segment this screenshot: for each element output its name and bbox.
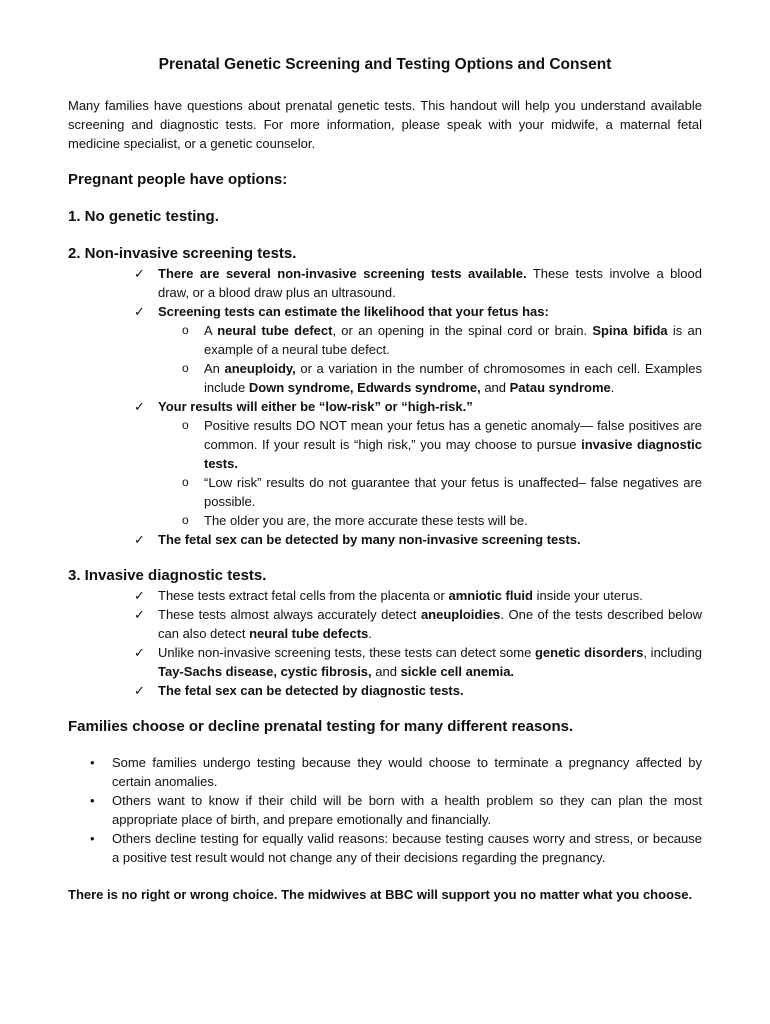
- sub-list-item: [182, 321, 702, 359]
- families-heading: Families choose or decline prenatal testing for many different reasons.: [68, 718, 574, 735]
- item-text: and: [480, 380, 510, 395]
- item-text-bold: Tay-Sachs disease, cystic fibrosis,: [158, 664, 372, 679]
- circle-bullet-icon: o: [182, 418, 189, 432]
- bullet-icon: •: [90, 793, 95, 808]
- checkmark-icon: ✓: [134, 399, 145, 414]
- item-text-bold: The fetal sex can be detected by diagnostic tests.: [158, 683, 464, 698]
- section-2-heading: 2. Non-invasive screening tests.: [68, 245, 297, 262]
- checkmark-icon: ✓: [134, 304, 145, 319]
- checkmark-icon: ✓: [134, 645, 145, 660]
- item-text: A: [204, 323, 218, 338]
- families-list: [90, 753, 702, 867]
- circle-bullet-icon: o: [182, 323, 189, 337]
- section-1-heading: 1. No genetic testing.: [68, 208, 219, 225]
- list-item: [134, 302, 702, 397]
- sub-list: [182, 416, 702, 530]
- checkmark-icon: ✓: [134, 266, 145, 281]
- list-item: [134, 681, 702, 700]
- item-text: Unlike non-invasive screening tests, these tests can detect some: [158, 645, 535, 660]
- list-item: [134, 605, 702, 643]
- checkmark-icon: ✓: [134, 683, 145, 698]
- item-text-bold: Patau syndrome: [509, 380, 611, 395]
- list-item: [134, 586, 702, 605]
- sub-list-item: [182, 473, 702, 511]
- sub-list-item: [182, 416, 702, 473]
- item-text: Others decline testing for equally valid reasons: because testing causes worry and stress, or because a positive test result would not change any of their decisions regarding the pregnancy.: [112, 831, 702, 865]
- sub-list-item: [182, 359, 702, 397]
- item-text: Some families undergo testing because they would choose to terminate a pregnancy affected by certain anomalies.: [112, 755, 702, 789]
- circle-bullet-icon: o: [182, 475, 189, 489]
- closing-statement: There is no right or wrong choice. The midwives at BBC will support you no matter what you choose.: [68, 887, 693, 902]
- page-title: Prenatal Genetic Screening and Testing Options and Consent: [158, 56, 612, 73]
- item-text: .: [610, 380, 615, 395]
- item-text-bold: Down syndrome, Edwards syndrome,: [248, 380, 481, 395]
- bullet-icon: •: [90, 831, 95, 846]
- item-text-bold: neural tube defect: [217, 323, 333, 338]
- list-item: [134, 397, 702, 530]
- item-text-bold: aneuploidies: [420, 607, 501, 622]
- section-3-list: [134, 586, 702, 700]
- sub-list: [182, 321, 702, 397]
- item-text-bold: The fetal sex can be detected by many non-invasive screening tests.: [158, 532, 581, 547]
- item-text: is an example of a neural tube defect.: [204, 323, 702, 357]
- item-text-bold: neural tube defects: [249, 626, 369, 641]
- circle-bullet-icon: o: [182, 361, 189, 375]
- checkmark-icon: ✓: [134, 588, 145, 603]
- item-text-bold: invasive diagnostic tests.: [204, 437, 703, 471]
- circle-bullet-icon: o: [182, 513, 189, 527]
- item-text-bold: genetic disorders: [534, 645, 644, 660]
- item-text-bold: amniotic fluid: [448, 588, 533, 603]
- intro-paragraph: Many families have questions about prenatal genetic tests. This handout will help you understand available screening and diagnostic tests. For more information, please speak with your midwife, a maternal fetal medicine specialist, or a genetic counselor.: [68, 98, 702, 151]
- sub-list-item: [182, 511, 702, 530]
- item-text-bold: aneuploidy,: [224, 361, 296, 376]
- section-3-heading: 3. Invasive diagnostic tests.: [68, 567, 267, 584]
- item-text: and: [371, 664, 401, 679]
- options-heading: Pregnant people have options:: [68, 171, 288, 188]
- item-text: or a variation in the number of chromosomes in each cell. Examples include: [204, 361, 702, 395]
- list-item: [90, 791, 702, 829]
- item-text-bold: Spina bifida: [592, 323, 668, 338]
- item-text: . One of the tests described below can also detect: [158, 607, 702, 641]
- item-text: , or an opening in the spinal cord or brain.: [332, 323, 593, 338]
- item-text: .: [368, 626, 372, 641]
- item-text: These tests almost always accurately detect: [158, 607, 421, 622]
- item-text: , including: [643, 645, 702, 660]
- item-text-bold: sickle cell anemia.: [400, 664, 515, 679]
- item-text: “Low risk” results do not guarantee that your fetus is unaffected– false negatives are possible.: [204, 475, 702, 509]
- item-text-bold: Your results will either be “low-risk” or “high-risk.”: [158, 399, 473, 414]
- item-text: An: [204, 361, 225, 376]
- list-item: [90, 829, 702, 867]
- section-2-list: [134, 264, 702, 549]
- item-text: The older you are, the more accurate these tests will be.: [204, 513, 528, 528]
- bullet-icon: •: [90, 755, 95, 770]
- checkmark-icon: ✓: [134, 532, 145, 547]
- item-text: Others want to know if their child will be born with a health problem so they can plan the most appropriate place of birth, and prepare emotionally and financially.: [112, 793, 702, 827]
- checkmark-icon: ✓: [134, 607, 145, 622]
- item-text: These tests involve a blood draw, or a blood draw plus an ultrasound.: [158, 266, 702, 300]
- item-text: Positive results DO NOT mean your fetus has a genetic anomaly— false positives are common. If your result is “high risk,” you may choose to pursue: [204, 418, 702, 452]
- item-text-bold: There are several non-invasive screening tests available.: [158, 266, 527, 281]
- list-item: [134, 530, 702, 549]
- item-text-bold: Screening tests can estimate the likelihood that your fetus has:: [158, 304, 549, 319]
- item-text: inside your uterus.: [532, 588, 643, 603]
- list-item: [134, 264, 702, 302]
- list-item: [90, 753, 702, 791]
- item-text: These tests extract fetal cells from the placenta or: [158, 588, 449, 603]
- list-item: [134, 643, 702, 681]
